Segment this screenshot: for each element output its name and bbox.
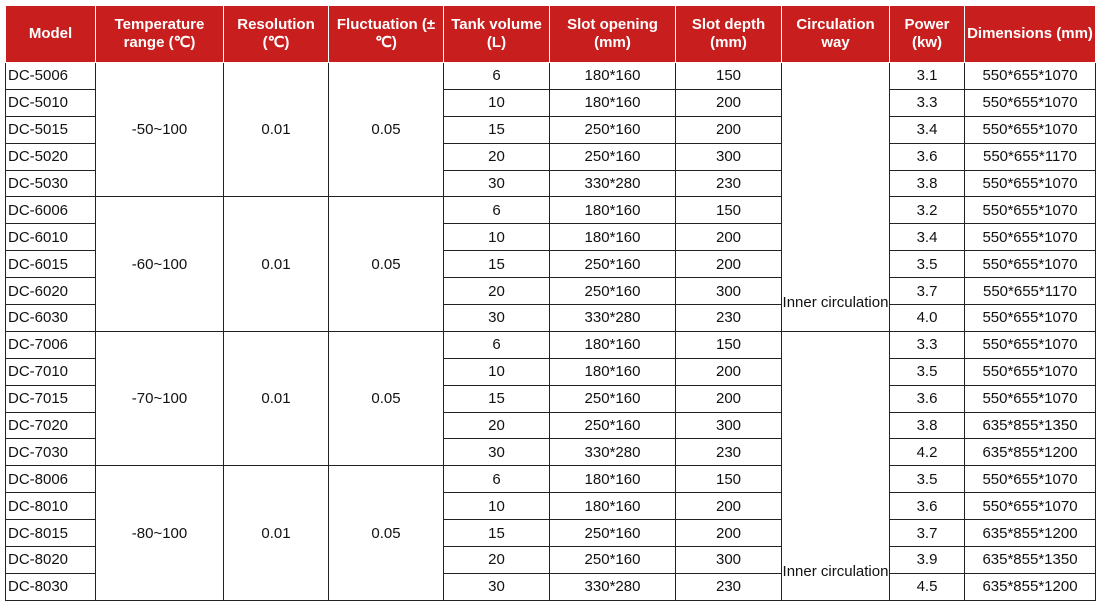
resolution-cell: 0.01 [224,466,329,600]
model-cell: DC-5010 [6,89,96,116]
model-cell: DC-7020 [6,412,96,439]
dimensions-cell: 550*655*1070 [965,466,1096,493]
header-row [6,6,1096,63]
header-slot-opening: Slot opening (mm) [550,6,676,63]
power-cell: 4.5 [890,573,965,600]
slot-depth-cell: 150 [676,197,782,224]
model-cell: DC-7010 [6,358,96,385]
circulation-way-cell: Inner circulation [782,63,890,332]
dimensions-cell: 550*655*1070 [965,89,1096,116]
slot-opening-cell: 180*160 [550,358,676,385]
model-cell: DC-6006 [6,197,96,224]
fluctuation-cell: 0.05 [329,466,444,600]
table-row [6,63,1096,90]
model-cell: DC-5015 [6,116,96,143]
dimensions-cell: 550*655*1170 [965,143,1096,170]
model-cell: DC-6015 [6,251,96,278]
slot-opening-cell: 180*160 [550,224,676,251]
slot-depth-cell: 200 [676,251,782,278]
slot-depth-cell: 200 [676,493,782,520]
slot-opening-cell: 330*280 [550,573,676,600]
header-dimensions: Dimensions (mm) [965,6,1096,63]
spec-table-container [5,5,1096,601]
tank-volume-cell: 10 [444,358,550,385]
resolution-cell: 0.01 [224,63,329,197]
model-cell: DC-6010 [6,224,96,251]
dimensions-cell: 550*655*1070 [965,197,1096,224]
power-cell: 3.8 [890,412,965,439]
slot-opening-cell: 250*160 [550,412,676,439]
header-slot-depth: Slot depth (mm) [676,6,782,63]
power-cell: 3.6 [890,493,965,520]
slot-depth-cell: 200 [676,385,782,412]
power-cell: 3.7 [890,520,965,547]
slot-depth-cell: 150 [676,63,782,90]
tank-volume-cell: 15 [444,251,550,278]
model-cell: DC-8006 [6,466,96,493]
slot-opening-cell: 250*160 [550,116,676,143]
spec-table [5,5,1096,601]
slot-depth-cell: 200 [676,224,782,251]
slot-depth-cell: 230 [676,305,782,332]
temperature-range-cell: -80~100 [96,466,224,600]
tank-volume-cell: 6 [444,466,550,493]
slot-opening-cell: 180*160 [550,89,676,116]
tank-volume-cell: 6 [444,331,550,358]
model-cell: DC-5020 [6,143,96,170]
slot-opening-cell: 180*160 [550,493,676,520]
tank-volume-cell: 20 [444,143,550,170]
slot-depth-cell: 200 [676,89,782,116]
model-cell: DC-6030 [6,305,96,332]
tank-volume-cell: 15 [444,116,550,143]
power-cell: 3.5 [890,251,965,278]
slot-depth-cell: 200 [676,520,782,547]
power-cell: 3.6 [890,143,965,170]
table-row [6,466,1096,493]
slot-depth-cell: 300 [676,143,782,170]
model-cell: DC-5030 [6,170,96,197]
dimensions-cell: 550*655*1070 [965,493,1096,520]
slot-opening-cell: 180*160 [550,63,676,90]
resolution-cell: 0.01 [224,197,329,331]
dimensions-cell: 550*655*1070 [965,224,1096,251]
slot-opening-cell: 250*160 [550,520,676,547]
temperature-range-cell: -60~100 [96,197,224,331]
slot-depth-cell: 200 [676,358,782,385]
model-cell: DC-8015 [6,520,96,547]
slot-depth-cell: 230 [676,573,782,600]
dimensions-cell: 635*855*1350 [965,412,1096,439]
slot-opening-cell: 250*160 [550,385,676,412]
slot-opening-cell: 250*160 [550,278,676,305]
tank-volume-cell: 30 [444,170,550,197]
model-cell: DC-5006 [6,63,96,90]
tank-volume-cell: 10 [444,493,550,520]
tank-volume-cell: 30 [444,439,550,466]
slot-depth-cell: 230 [676,439,782,466]
dimensions-cell: 635*855*1200 [965,520,1096,547]
table-row [6,197,1096,224]
model-cell: DC-8030 [6,573,96,600]
power-cell: 3.8 [890,170,965,197]
dimensions-cell: 635*855*1200 [965,573,1096,600]
slot-depth-cell: 200 [676,116,782,143]
tank-volume-cell: 30 [444,573,550,600]
slot-depth-cell: 230 [676,170,782,197]
dimensions-cell: 550*655*1170 [965,278,1096,305]
power-cell: 4.2 [890,439,965,466]
model-cell: DC-8010 [6,493,96,520]
dimensions-cell: 550*655*1070 [965,251,1096,278]
header-tank-volume: Tank volume (L) [444,6,550,63]
slot-depth-cell: 150 [676,466,782,493]
header-model: Model [6,6,96,63]
dimensions-cell: 550*655*1070 [965,358,1096,385]
slot-depth-cell: 300 [676,278,782,305]
fluctuation-cell: 0.05 [329,331,444,465]
power-cell: 3.9 [890,547,965,574]
model-cell: DC-6020 [6,278,96,305]
header-fluctuation: Fluctuation (±℃) [329,6,444,63]
slot-opening-cell: 180*160 [550,197,676,224]
temperature-range-cell: -50~100 [96,63,224,197]
slot-opening-cell: 250*160 [550,547,676,574]
power-cell: 3.1 [890,63,965,90]
temperature-range-cell: -70~100 [96,331,224,465]
dimensions-cell: 550*655*1070 [965,305,1096,332]
tank-volume-cell: 6 [444,197,550,224]
table-header [6,6,1096,63]
slot-opening-cell: 330*280 [550,170,676,197]
tank-volume-cell: 20 [444,547,550,574]
model-cell: DC-7015 [6,385,96,412]
header-power: Power (kw) [890,6,965,63]
tank-volume-cell: 20 [444,412,550,439]
fluctuation-cell: 0.05 [329,197,444,331]
dimensions-cell: 550*655*1070 [965,116,1096,143]
tank-volume-cell: 15 [444,520,550,547]
tank-volume-cell: 30 [444,305,550,332]
tank-volume-cell: 10 [444,224,550,251]
power-cell: 3.7 [890,278,965,305]
slot-opening-cell: 330*280 [550,439,676,466]
tank-volume-cell: 20 [444,278,550,305]
slot-depth-cell: 300 [676,547,782,574]
fluctuation-cell: 0.05 [329,63,444,197]
power-cell: 3.5 [890,466,965,493]
slot-opening-cell: 250*160 [550,143,676,170]
model-cell: DC-8020 [6,547,96,574]
power-cell: 3.6 [890,385,965,412]
power-cell: 3.4 [890,116,965,143]
slot-opening-cell: 330*280 [550,305,676,332]
table-row [6,331,1096,358]
dimensions-cell: 635*855*1200 [965,439,1096,466]
slot-depth-cell: 150 [676,331,782,358]
power-cell: 4.0 [890,305,965,332]
header-circulation-way: Circulation way [782,6,890,63]
tank-volume-cell: 10 [444,89,550,116]
tank-volume-cell: 6 [444,63,550,90]
slot-opening-cell: 180*160 [550,331,676,358]
table-body [6,63,1096,601]
model-cell: DC-7006 [6,331,96,358]
dimensions-cell: 550*655*1070 [965,385,1096,412]
slot-opening-cell: 250*160 [550,251,676,278]
power-cell: 3.3 [890,89,965,116]
header-resolution: Resolution (℃) [224,6,329,63]
header-temperature-range: Temperature range (℃) [96,6,224,63]
circulation-way-cell: Inner circulation [782,331,890,600]
slot-depth-cell: 300 [676,412,782,439]
resolution-cell: 0.01 [224,331,329,465]
power-cell: 3.4 [890,224,965,251]
power-cell: 3.3 [890,331,965,358]
dimensions-cell: 550*655*1070 [965,63,1096,90]
tank-volume-cell: 15 [444,385,550,412]
dimensions-cell: 635*855*1350 [965,547,1096,574]
dimensions-cell: 550*655*1070 [965,331,1096,358]
dimensions-cell: 550*655*1070 [965,170,1096,197]
power-cell: 3.2 [890,197,965,224]
model-cell: DC-7030 [6,439,96,466]
slot-opening-cell: 180*160 [550,466,676,493]
power-cell: 3.5 [890,358,965,385]
